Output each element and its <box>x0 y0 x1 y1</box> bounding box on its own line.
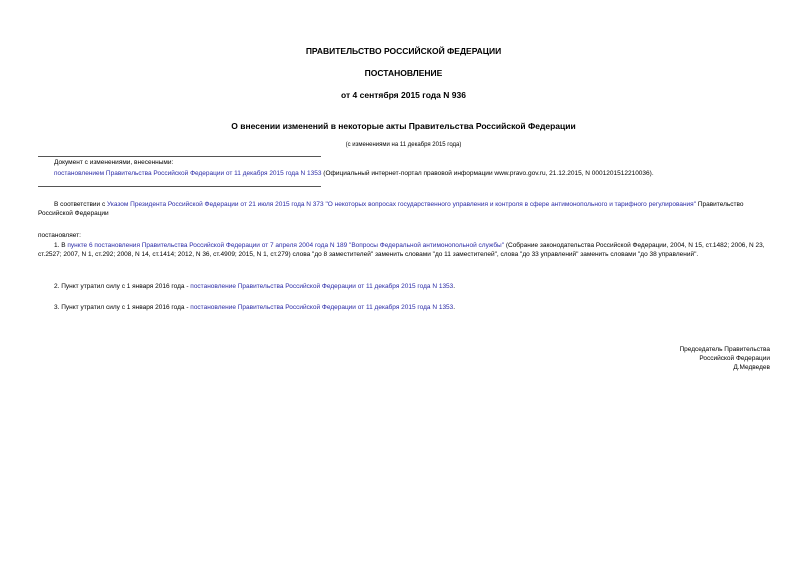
item-3-prefix: 3. Пункт утратил силу с 1 января 2016 года - <box>54 304 191 311</box>
item-2-prefix: 2. Пункт утратил силу с 1 января 2016 года - <box>54 283 191 290</box>
item-3-link[interactable]: постановление Правительства Российской Федерации от 11 декабря 2015 года N 1353 <box>190 304 454 311</box>
changes-bottom-divider <box>38 186 321 187</box>
item-3-suffix: . <box>453 304 456 311</box>
signatory-country: Российской Федерации <box>699 355 770 362</box>
document-title: О внесении изменений в некоторые акты Правительства Российской Федерации <box>231 121 576 131</box>
amending-act-link[interactable]: постановлением Правительства Российской Федерации от 11 декабря 2015 года N 1353 <box>54 170 322 177</box>
item-2-suffix: . <box>453 283 456 290</box>
signature-block <box>470 345 770 372</box>
item-1-suffix: (Собрание законодательства Российской Федерации, 2004, N 15, ст.1482; 2006, N 23, ст.2527; 2007, N 1, ст.292; 2008, N 14, ст.1414; 2012, N 36, ст.4909; 2015, N 1, ст.279) слова "до 8 заместителей" заменить словами "до 11 заместителей", слова "до 33 управлений" заменить словами "до 38 управлений". <box>38 242 765 258</box>
changes-intro: Документ с изменениями, внесенными: <box>54 159 174 166</box>
changes-source: (Официальный интернет-портал правовой информации www.pravo.gov.ru, 21.12.2015, N 0001201512210036). <box>321 170 654 177</box>
presidential-decree-link[interactable]: Указом Президента Российской Федерации от 21 июля 2015 года N 373 "О некоторых вопросах государственного управления и контроля в сфере антимонопольного и тарифного регулирования" <box>107 201 697 208</box>
changes-line <box>54 169 774 178</box>
signatory-name: Д.Медведев <box>733 364 770 371</box>
preamble-paragraph <box>38 200 770 218</box>
date-number-heading: от 4 сентября 2015 года N 936 <box>341 90 466 100</box>
item-1-paragraph <box>38 241 770 259</box>
preamble-prefix: В соответствии с <box>54 201 108 208</box>
item-2-paragraph <box>38 282 770 291</box>
item-1-prefix: 1. В <box>54 242 68 249</box>
document-type-heading: ПОСТАНОВЛЕНИЕ <box>364 68 443 78</box>
revision-note: (с изменениями на 11 декабря 2015 года) <box>345 142 462 148</box>
item-2-link[interactable]: постановление Правительства Российской Федерации от 11 декабря 2015 года N 1353 <box>190 283 454 290</box>
preamble-suffix: Правительство Российской Федерации <box>38 201 744 217</box>
issuer-heading: ПРАВИТЕЛЬСТВО РОССИЙСКОЙ ФЕДЕРАЦИИ <box>305 46 502 56</box>
signatory-position: Председатель Правительства <box>679 346 770 353</box>
item-3-paragraph <box>38 303 770 312</box>
changes-top-divider <box>38 156 321 157</box>
item-1-link[interactable]: пункте 6 постановления Правительства Российской Федерации от 7 апреля 2004 года N 189 "Вопросы Федеральной антимонопольной службы" <box>67 242 505 249</box>
decrees-word: постановляет: <box>38 232 81 239</box>
